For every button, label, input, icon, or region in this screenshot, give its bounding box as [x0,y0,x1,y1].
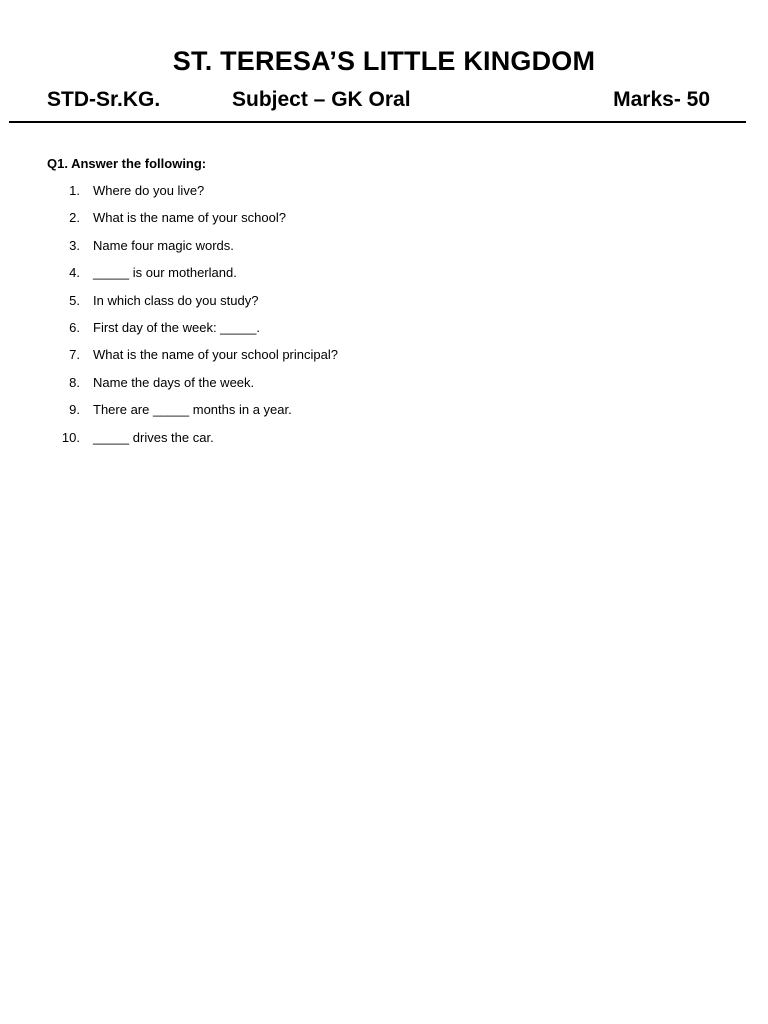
question-item [0,183,768,210]
question-number: 1. [69,183,80,198]
question-text: _____ drives the car. [93,429,214,445]
question-list [0,183,768,457]
question-item [0,347,768,374]
exam-info-row [0,88,768,118]
question-number: 10. [61,429,80,445]
marks-label: Marks- 50 [613,88,710,111]
question-number: 2. [69,210,80,226]
question-text: Name four magic words. [93,237,234,253]
question-item [0,375,768,402]
question-text: There are _____ months in a year. [93,402,292,418]
question-item [0,210,768,237]
question-item [0,238,768,265]
question-number: 7. [69,347,80,363]
question-item [0,402,768,429]
question-item [0,320,768,347]
question-number: 4. [69,265,80,281]
question-text: In which class do you study? [93,292,259,308]
question-item [0,430,768,457]
question-text: What is the name of your school? [93,210,286,226]
question-text: Where do you live? [93,183,205,198]
question-item [0,265,768,292]
question-number: 9. [69,402,80,418]
question-number: 3. [69,237,80,253]
question-number: 8. [69,374,80,390]
question-number: 5. [69,292,80,308]
header-divider [9,121,746,123]
question-text: First day of the week: _____. [93,319,260,335]
subject-label: Subject – GK Oral [232,88,411,111]
question-text: Name the days of the week. [93,374,255,390]
question-heading: Q1. Answer the following: [47,156,207,171]
question-text: _____ is our motherland. [93,265,237,281]
question-text: What is the name of your school principal? [93,347,338,363]
school-name-title: ST. TERESA’S LITTLE KINGDOM [172,46,596,76]
question-number: 6. [69,319,80,335]
standard-label: STD-Sr.KG. [47,88,161,111]
question-item [0,293,768,320]
